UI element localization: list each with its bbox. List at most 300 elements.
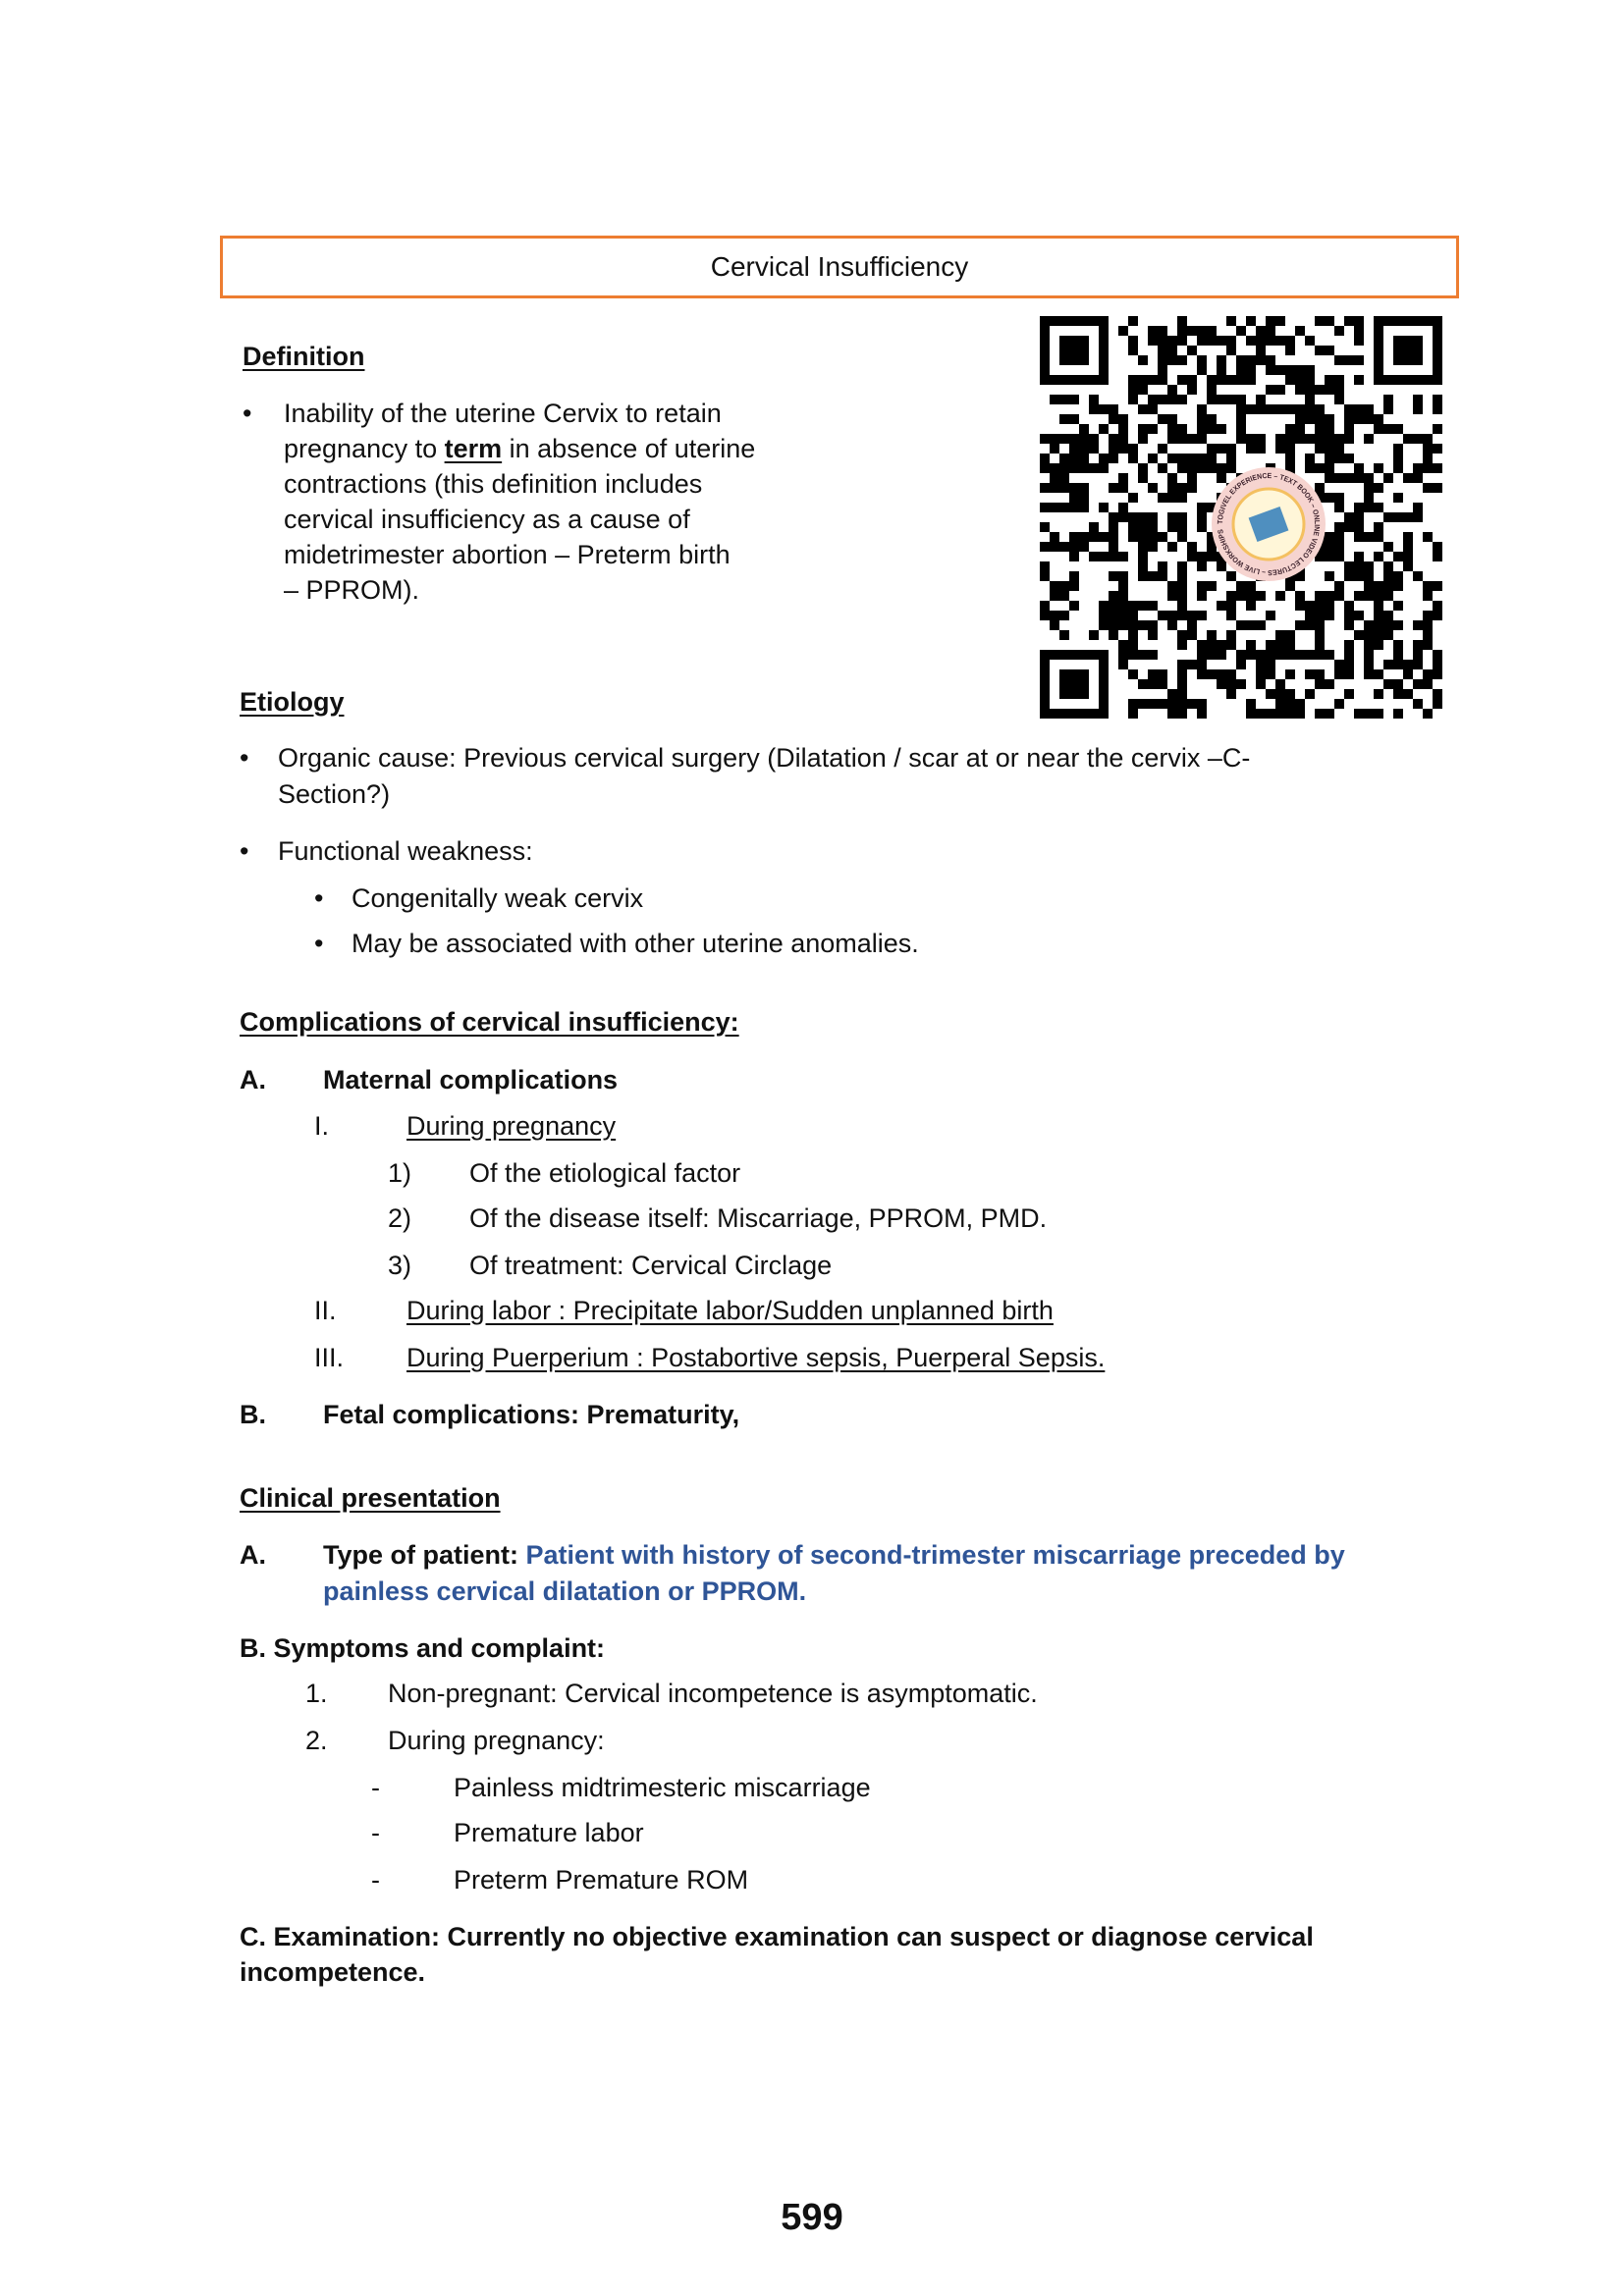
qr-module [1187, 346, 1197, 355]
qr-module [1374, 689, 1383, 699]
qr-module [1118, 483, 1128, 493]
qr-module [1266, 709, 1275, 719]
qr-module [1295, 365, 1305, 375]
qr-module [1285, 375, 1295, 385]
qr-module [1285, 650, 1295, 660]
qr-module [1050, 473, 1059, 483]
qr-module [1305, 689, 1315, 699]
list-label: 1) [388, 1158, 412, 1188]
qr-module [1256, 679, 1266, 689]
qr-module [1118, 650, 1128, 660]
qr-module [1393, 679, 1403, 689]
qr-module [1177, 709, 1187, 719]
qr-module [1118, 601, 1128, 611]
qr-module [1059, 414, 1069, 424]
qr-module [1050, 395, 1059, 404]
qr-module [1266, 611, 1275, 620]
qr-module [1256, 591, 1266, 601]
qr-module [1167, 355, 1177, 365]
qr-module [1403, 542, 1413, 552]
qr-module [1236, 395, 1246, 404]
qr-module [1413, 640, 1423, 650]
qr-module [1099, 503, 1109, 512]
qr-module [1325, 679, 1334, 689]
qr-module [1040, 709, 1050, 719]
qr-module [1393, 444, 1403, 454]
qr-module [1217, 375, 1226, 385]
qr-module [1207, 424, 1217, 434]
qr-module [1354, 375, 1364, 385]
qr-module [1118, 434, 1128, 444]
qr-module [1099, 660, 1109, 669]
qr-module [1089, 463, 1099, 473]
qr-module [1079, 650, 1089, 660]
qr-module [1266, 365, 1275, 375]
qr-module [1226, 630, 1236, 640]
qr-module [1040, 355, 1050, 365]
qr-module [1403, 316, 1413, 326]
qr-module [1177, 463, 1187, 473]
qr-module [1118, 473, 1128, 483]
qr-module [1334, 532, 1344, 542]
qr-module [1138, 679, 1148, 689]
qr-module [1217, 640, 1226, 650]
qr-module [1423, 591, 1433, 601]
qr-module [1059, 316, 1069, 326]
qr-module [1344, 611, 1354, 620]
qr-module [1256, 650, 1266, 660]
qr-module [1187, 542, 1197, 552]
qr-module [1393, 375, 1403, 385]
qr-module [1334, 542, 1344, 552]
qr-module [1315, 669, 1325, 679]
qr-module [1236, 650, 1246, 660]
qr-module [1334, 385, 1344, 395]
qr-module [1148, 454, 1158, 463]
qr-module [1040, 611, 1050, 620]
qr-module [1354, 709, 1364, 719]
qr-module [1197, 512, 1207, 522]
qr-module [1109, 444, 1118, 454]
qr-module [1207, 630, 1217, 640]
list-label: 2. [305, 1726, 328, 1755]
qr-module [1217, 355, 1226, 365]
qr-module [1315, 679, 1325, 689]
qr-module [1285, 454, 1295, 463]
qr-module [1354, 414, 1364, 424]
qr-module [1167, 483, 1177, 493]
qr-module [1374, 522, 1383, 532]
qr-module [1344, 601, 1354, 611]
qr-module [1167, 493, 1177, 503]
qr-module [1246, 434, 1256, 444]
qr-module [1383, 611, 1393, 620]
qr-module [1158, 336, 1167, 346]
list-label: B. [240, 1400, 266, 1429]
qr-module [1177, 522, 1187, 532]
qr-module [1393, 512, 1403, 522]
qr-module [1167, 336, 1177, 346]
qr-module [1256, 444, 1266, 454]
qr-module [1325, 346, 1334, 355]
qr-module [1128, 522, 1138, 532]
qr-module [1069, 395, 1079, 404]
qr-module [1383, 679, 1393, 689]
qr-module [1217, 424, 1226, 434]
qr-module [1246, 640, 1256, 650]
qr-module [1148, 532, 1158, 542]
qr-module [1256, 404, 1266, 414]
qr-module [1177, 336, 1187, 346]
qr-module [1226, 669, 1236, 679]
qr-module [1334, 660, 1344, 669]
qr-module [1374, 483, 1383, 493]
qr-module [1069, 444, 1079, 454]
qr-module [1040, 561, 1050, 571]
qr-module [1099, 355, 1109, 365]
qr-module [1354, 532, 1364, 542]
qr-module [1158, 669, 1167, 679]
qr-module [1079, 346, 1089, 355]
qr-module [1069, 355, 1079, 365]
qr-module [1413, 650, 1423, 660]
qr-module [1344, 512, 1354, 522]
qr-module [1177, 532, 1187, 542]
qr-module [1089, 316, 1099, 326]
qr-module [1236, 326, 1246, 336]
page-number: 599 [781, 2197, 843, 2238]
qr-module [1059, 611, 1069, 620]
qr-module [1079, 463, 1089, 473]
qr-module [1403, 473, 1413, 483]
qr-module [1099, 689, 1109, 699]
qr-module [1138, 512, 1148, 522]
qr-module [1285, 434, 1295, 444]
qr-module [1128, 620, 1138, 630]
qr-module [1295, 650, 1305, 660]
qr-module [1285, 640, 1295, 650]
qr-module [1285, 689, 1295, 699]
qr-module [1325, 414, 1334, 424]
qr-module [1207, 375, 1217, 385]
qr-module [1040, 375, 1050, 385]
qr-module [1433, 316, 1442, 326]
qr-module [1050, 620, 1059, 630]
qr-module [1423, 709, 1433, 719]
qr-module [1344, 620, 1354, 630]
qr-module [1325, 375, 1334, 385]
qr-module [1364, 591, 1374, 601]
qr-module [1354, 522, 1364, 532]
qr-module [1148, 512, 1158, 522]
qr-module [1344, 404, 1354, 414]
qr-module [1040, 571, 1050, 581]
qr-module [1059, 483, 1069, 493]
qr-module [1069, 463, 1079, 473]
qr-module [1148, 522, 1158, 532]
definition-line: contractions (this definition includes [284, 469, 703, 499]
qr-module [1393, 454, 1403, 463]
qr-module [1393, 650, 1403, 660]
qr-module [1197, 326, 1207, 336]
qr-module [1099, 679, 1109, 689]
qr-module [1246, 444, 1256, 454]
qr-module [1374, 414, 1383, 424]
qr-module [1099, 709, 1109, 719]
list-item: During pregnancy: [388, 1726, 605, 1755]
qr-module [1148, 601, 1158, 611]
etiology-sub-item: Congenitally weak cervix [352, 883, 644, 913]
qr-module [1177, 640, 1187, 650]
qr-module [1325, 709, 1334, 719]
qr-module [1226, 611, 1236, 620]
qr-module [1167, 611, 1177, 620]
qr-module [1275, 679, 1285, 689]
qr-module [1167, 689, 1177, 699]
qr-module [1040, 336, 1050, 346]
qr-module [1325, 454, 1334, 463]
qr-module [1158, 463, 1167, 473]
qr-module [1079, 669, 1089, 679]
qr-module [1177, 434, 1187, 444]
qr-module [1266, 660, 1275, 669]
qr-module [1138, 532, 1148, 542]
qr-module [1148, 699, 1158, 709]
qr-module [1177, 454, 1187, 463]
definition-line: cervical insufficiency as a cause of [284, 505, 690, 534]
qr-module [1413, 336, 1423, 346]
qr-module [1325, 650, 1334, 660]
qr-module [1275, 591, 1285, 601]
qr-module [1364, 620, 1374, 630]
qr-module [1089, 552, 1099, 561]
qr-module [1246, 601, 1256, 611]
definition-line: midetrimester abortion – Preterm birth [284, 540, 731, 569]
qr-module [1315, 650, 1325, 660]
qr-module [1050, 709, 1059, 719]
qr-module [1383, 571, 1393, 581]
qr-module [1236, 375, 1246, 385]
qr-module [1413, 660, 1423, 669]
list-label: A. [240, 1540, 266, 1570]
qr-module [1325, 444, 1334, 454]
qr-module [1167, 522, 1177, 532]
qr-module [1069, 669, 1079, 679]
qr-module [1383, 404, 1393, 414]
qr-module [1423, 463, 1433, 473]
bullet-icon: • [314, 929, 324, 958]
qr-module [1325, 424, 1334, 434]
qr-module [1217, 679, 1226, 689]
qr-module [1207, 669, 1217, 679]
qr-module [1236, 620, 1246, 630]
qr-module [1079, 424, 1089, 434]
qr-module [1109, 414, 1118, 424]
symptoms-heading: B. Symptoms and complaint: [240, 1633, 606, 1663]
qr-module [1374, 463, 1383, 473]
qr-module [1167, 473, 1177, 483]
qr-module [1364, 640, 1374, 650]
qr-module [1177, 699, 1187, 709]
qr-module [1118, 503, 1128, 512]
qr-module [1099, 404, 1109, 414]
qr-module [1325, 385, 1334, 395]
qr-module [1040, 346, 1050, 355]
qr-module [1364, 483, 1374, 493]
qr-module [1069, 454, 1079, 463]
qr-module [1040, 463, 1050, 473]
fetal-complications: Fetal complications: Prematurity, [323, 1400, 740, 1429]
qr-module [1403, 434, 1413, 444]
qr-module [1246, 699, 1256, 709]
qr-module [1364, 434, 1374, 444]
qr-module [1364, 493, 1374, 503]
qr-module [1256, 660, 1266, 669]
qr-module [1128, 375, 1138, 385]
qr-module [1315, 709, 1325, 719]
qr-module [1069, 493, 1079, 503]
qr-module [1187, 620, 1197, 630]
qr-module [1217, 336, 1226, 346]
during-labor: During labor : Precipitate labor/Sudden unplanned birth [406, 1296, 1054, 1325]
qr-module [1374, 316, 1383, 326]
qr-module [1148, 650, 1158, 660]
qr-module [1275, 336, 1285, 346]
qr-module [1128, 640, 1138, 650]
qr-module [1383, 630, 1393, 640]
qr-module [1354, 630, 1364, 640]
qr-module [1344, 640, 1354, 650]
qr-module [1226, 395, 1236, 404]
qr-module [1344, 473, 1354, 483]
qr-module [1138, 375, 1148, 385]
qr-module [1197, 669, 1207, 679]
list-item: Of the disease itself: Miscarriage, PPROM, PMD. [469, 1203, 1048, 1233]
qr-module [1256, 434, 1266, 444]
qr-module [1305, 365, 1315, 375]
qr-module [1364, 581, 1374, 591]
qr-module [1433, 463, 1442, 473]
text: in absence of uterine [502, 434, 756, 463]
qr-module [1050, 483, 1059, 493]
type-of-patient [323, 1538, 1345, 1572]
qr-module [1413, 404, 1423, 414]
qr-module [1295, 591, 1305, 601]
qr-module [1334, 355, 1344, 365]
qr-module [1364, 709, 1374, 719]
dash-icon: - [371, 1818, 380, 1847]
qr-module [1069, 650, 1079, 660]
qr-module [1138, 650, 1148, 660]
qr-module [1197, 463, 1207, 473]
qr-module [1334, 434, 1344, 444]
qr-module [1364, 404, 1374, 414]
qr-module [1433, 581, 1442, 591]
qr-module [1266, 385, 1275, 395]
qr-module [1138, 542, 1148, 552]
qr-module [1364, 473, 1374, 483]
qr-module [1187, 454, 1197, 463]
qr-module [1325, 434, 1334, 444]
qr-module [1069, 414, 1079, 424]
qr-module [1059, 689, 1069, 699]
qr-module [1158, 355, 1167, 365]
qr-module [1334, 395, 1344, 404]
qr-module [1325, 611, 1334, 620]
qr-module [1275, 404, 1285, 414]
qr-module [1226, 375, 1236, 385]
definition-line: – PPROM). [284, 575, 420, 605]
qr-module [1315, 434, 1325, 444]
qr-module [1403, 512, 1413, 522]
qr-module [1374, 365, 1383, 375]
qr-module [1236, 660, 1246, 669]
qr-module [1069, 709, 1079, 719]
qr-module [1413, 473, 1423, 483]
qr-module [1374, 630, 1383, 640]
qr-module [1069, 581, 1079, 591]
qr-module [1374, 601, 1383, 611]
qr-module [1354, 355, 1364, 365]
qr-module [1138, 434, 1148, 444]
qr-module [1325, 591, 1334, 601]
qr-module [1315, 385, 1325, 395]
definition-line [284, 432, 755, 465]
qr-module [1158, 493, 1167, 503]
qr-module [1167, 346, 1177, 355]
qr-module [1217, 650, 1226, 660]
qr-module [1118, 424, 1128, 434]
qr-module [1138, 424, 1148, 434]
qr-module [1226, 316, 1236, 326]
qr-module [1040, 454, 1050, 463]
qr-module [1138, 601, 1148, 611]
qr-module [1197, 434, 1207, 444]
qr-module [1050, 611, 1059, 620]
qr-module [1177, 630, 1187, 640]
qr-module [1099, 601, 1109, 611]
qr-module [1393, 346, 1403, 355]
qr-module [1275, 650, 1285, 660]
qr-module [1383, 316, 1393, 326]
qr-module [1109, 601, 1118, 611]
etiology-sub-item: May be associated with other uterine anomalies. [352, 929, 919, 958]
qr-module [1433, 601, 1442, 611]
qr-module [1197, 424, 1207, 434]
qr-module [1374, 355, 1383, 365]
qr-module [1334, 669, 1344, 679]
qr-module [1256, 355, 1266, 365]
qr-module [1433, 669, 1442, 679]
qr-module [1354, 463, 1364, 473]
qr-module [1079, 679, 1089, 689]
qr-module [1177, 375, 1187, 385]
bullet-icon: • [240, 836, 249, 866]
qr-module [1197, 709, 1207, 719]
qr-module [1383, 581, 1393, 591]
qr-module [1266, 650, 1275, 660]
qr-module [1059, 542, 1069, 552]
qr-module [1413, 679, 1423, 689]
qr-module [1423, 316, 1433, 326]
qr-module [1118, 611, 1128, 620]
text: pregnancy to [284, 434, 445, 463]
qr-module [1354, 404, 1364, 414]
qr-module [1413, 355, 1423, 365]
qr-module [1403, 552, 1413, 561]
qr-module [1187, 385, 1197, 395]
qr-module [1433, 365, 1442, 375]
